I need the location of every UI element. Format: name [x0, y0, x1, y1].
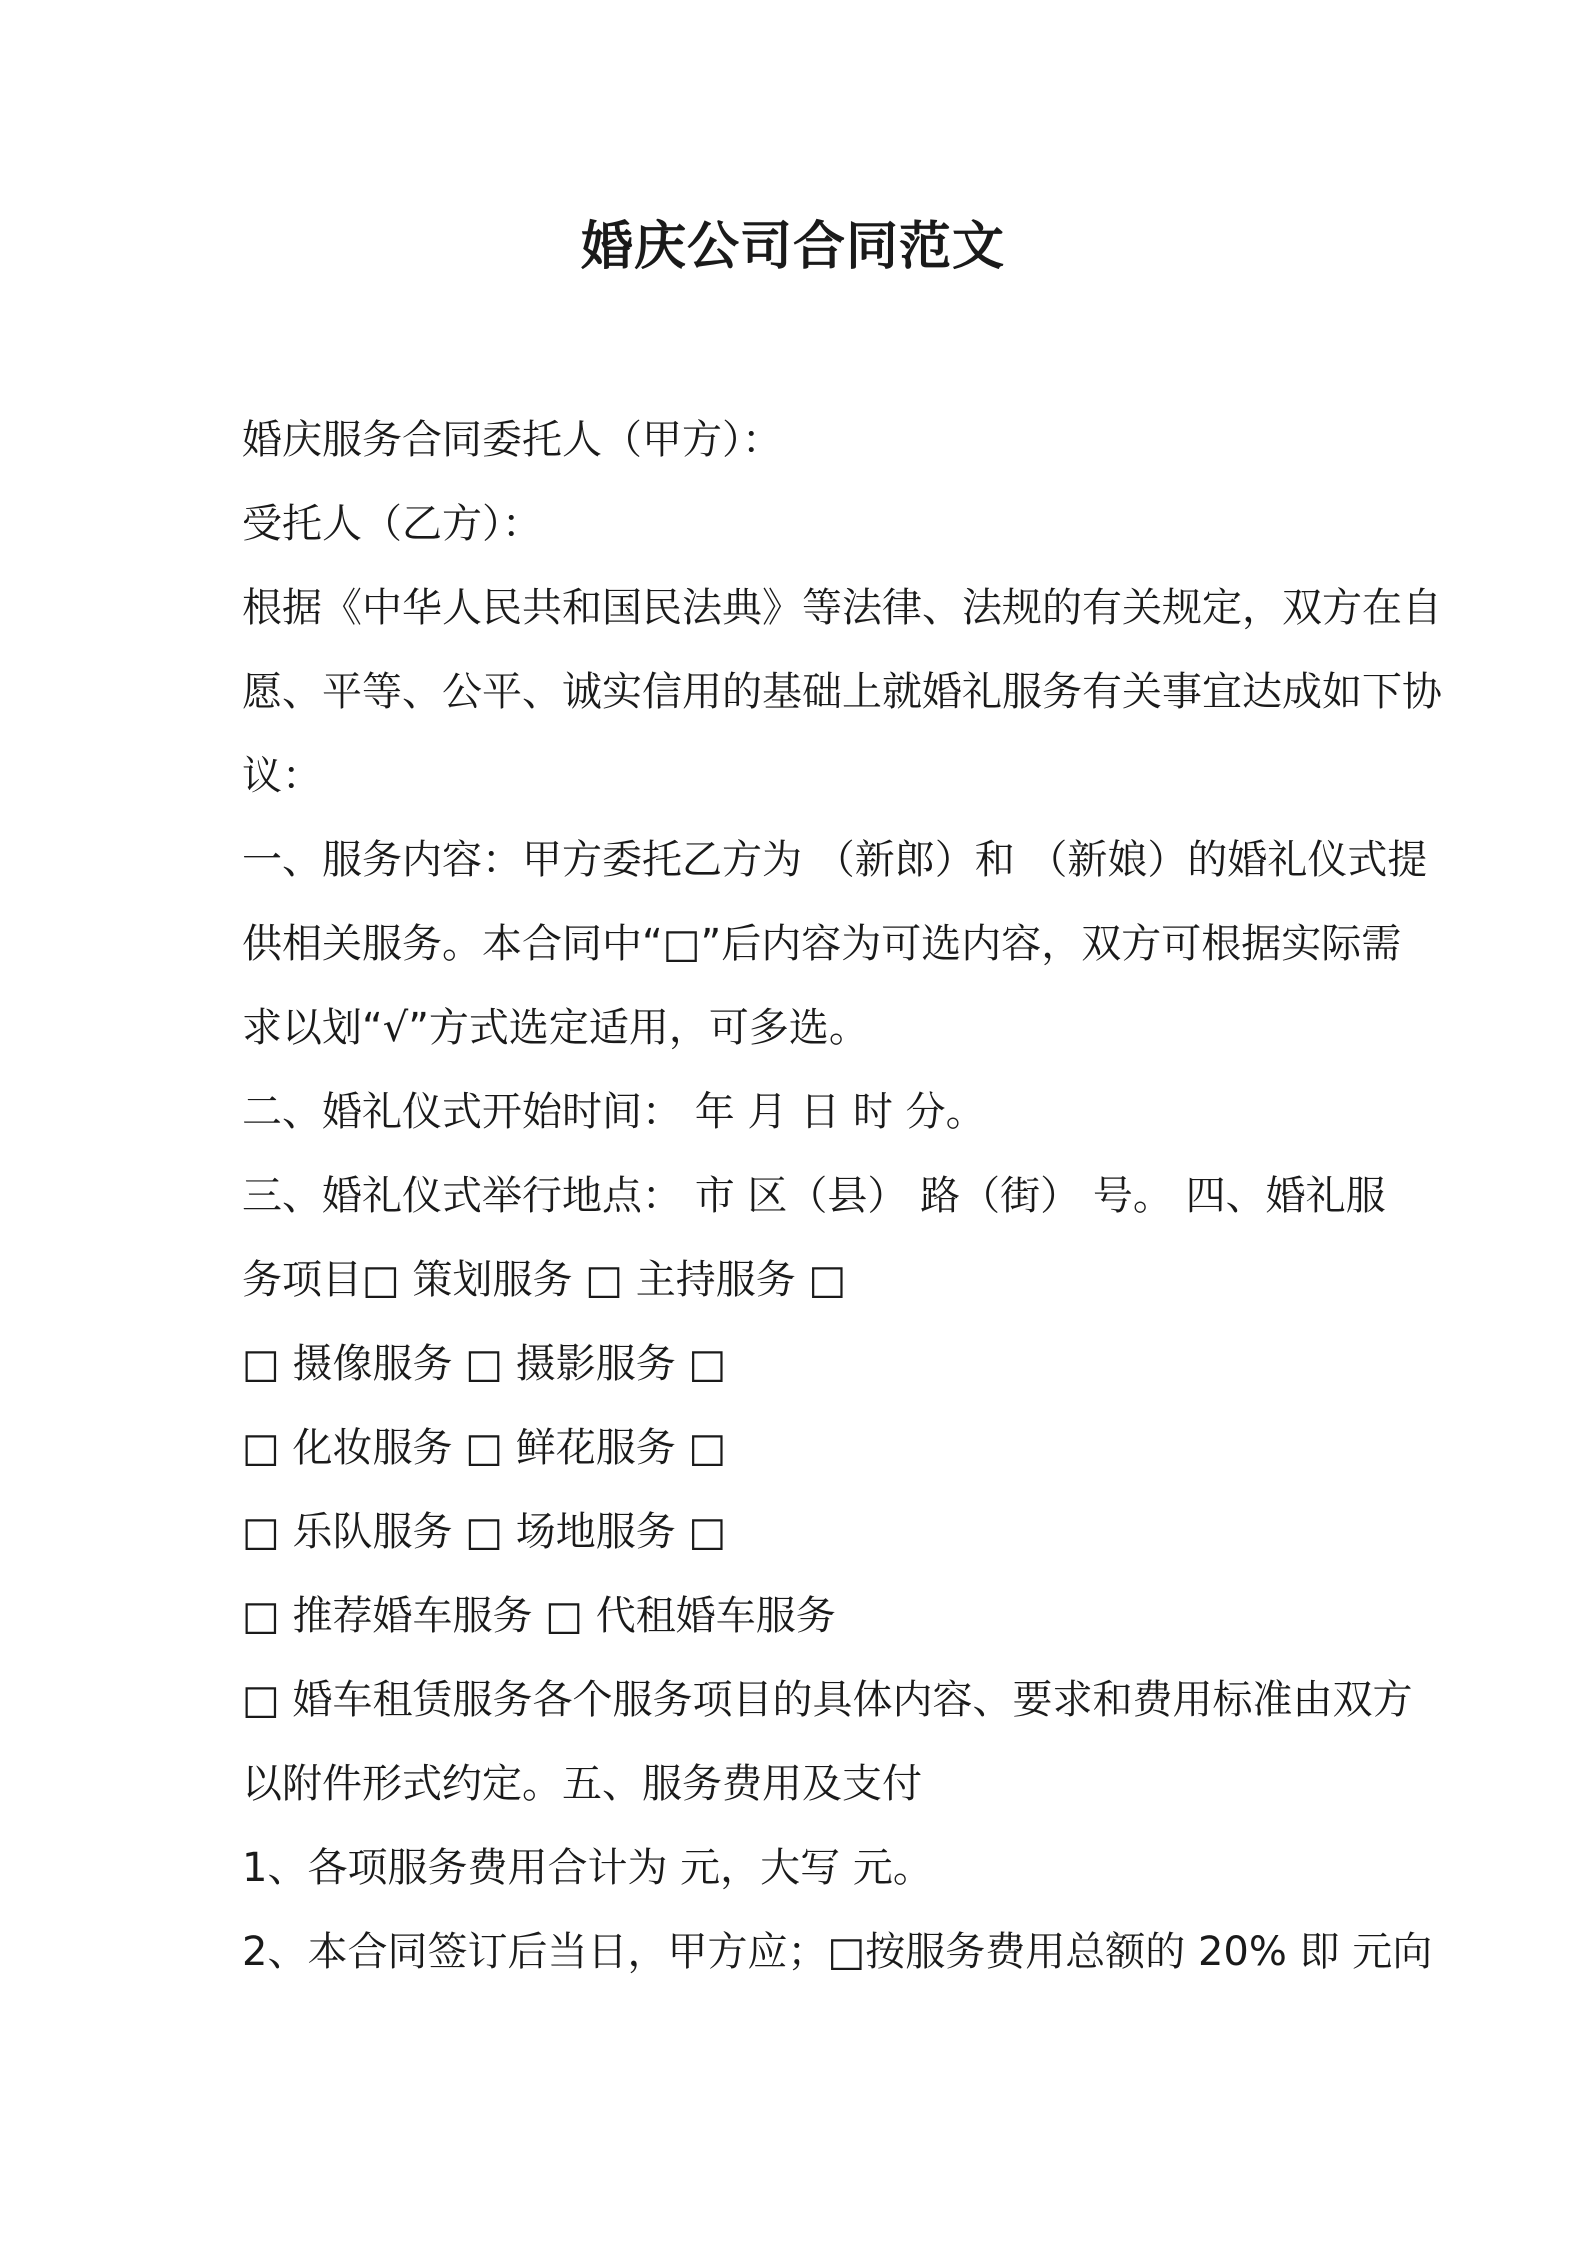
- clause-1-line-2: 供相关服务。本合同中“□”后内容为可选内容，双方可根据实际需: [242, 921, 1402, 967]
- clause-3-line: 三、婚礼仪式举行地点： 市 区（县） 路（街） 号。 四、婚礼服: [242, 1173, 1386, 1219]
- contract-body: [242, 398, 1442, 1994]
- party-b-line: 受托人（乙方）：: [242, 501, 542, 547]
- service-items-line-3: □ 化妆服务 □ 鲜花服务 □: [242, 1425, 727, 1471]
- fee-line-1: 1、各项服务费用合计为 元，大写 元。: [242, 1845, 933, 1891]
- document-title: 婚庆公司合同范文: [580, 217, 1005, 277]
- service-items-line-4: □ 乐队服务 □ 场地服务 □: [242, 1509, 727, 1555]
- service-items-line-2: □ 摄像服务 □ 摄影服务 □: [242, 1341, 727, 1387]
- clause-1-line-3: 求以划“√”方式选定适用，可多选。: [242, 1005, 869, 1051]
- party-a-line: 婚庆服务合同委托人（甲方）：: [242, 417, 782, 463]
- service-items-line-1: 务项目□ 策划服务 □ 主持服务 □: [242, 1257, 847, 1303]
- fee-line-2: 2、本合同签订后当日，甲方应；□按服务费用总额的 20% 即 元向: [242, 1929, 1433, 1975]
- clause-1-line-1: 一、服务内容：甲方委托乙方为 （新郎）和 （新娘）的婚礼仪式提: [242, 837, 1428, 883]
- preamble-line-1: 根据《中华人民共和国民法典》等法律、法规的有关规定，双方在自: [242, 585, 1442, 631]
- clause-5-line: 以附件形式约定。五、服务费用及支付: [242, 1761, 922, 1807]
- clause-2-line: 二、婚礼仪式开始时间： 年 月 日 时 分。: [242, 1089, 986, 1135]
- service-items-line-6: □ 婚车租赁服务各个服务项目的具体内容、要求和费用标准由双方: [242, 1677, 1413, 1723]
- preamble-line-3: 议：: [242, 753, 322, 799]
- service-items-line-5: □ 推荐婚车服务 □ 代租婚车服务: [242, 1593, 836, 1639]
- preamble-line-2: 愿、平等、公平、诚实信用的基础上就婚礼服务有关事宜达成如下协: [242, 669, 1442, 715]
